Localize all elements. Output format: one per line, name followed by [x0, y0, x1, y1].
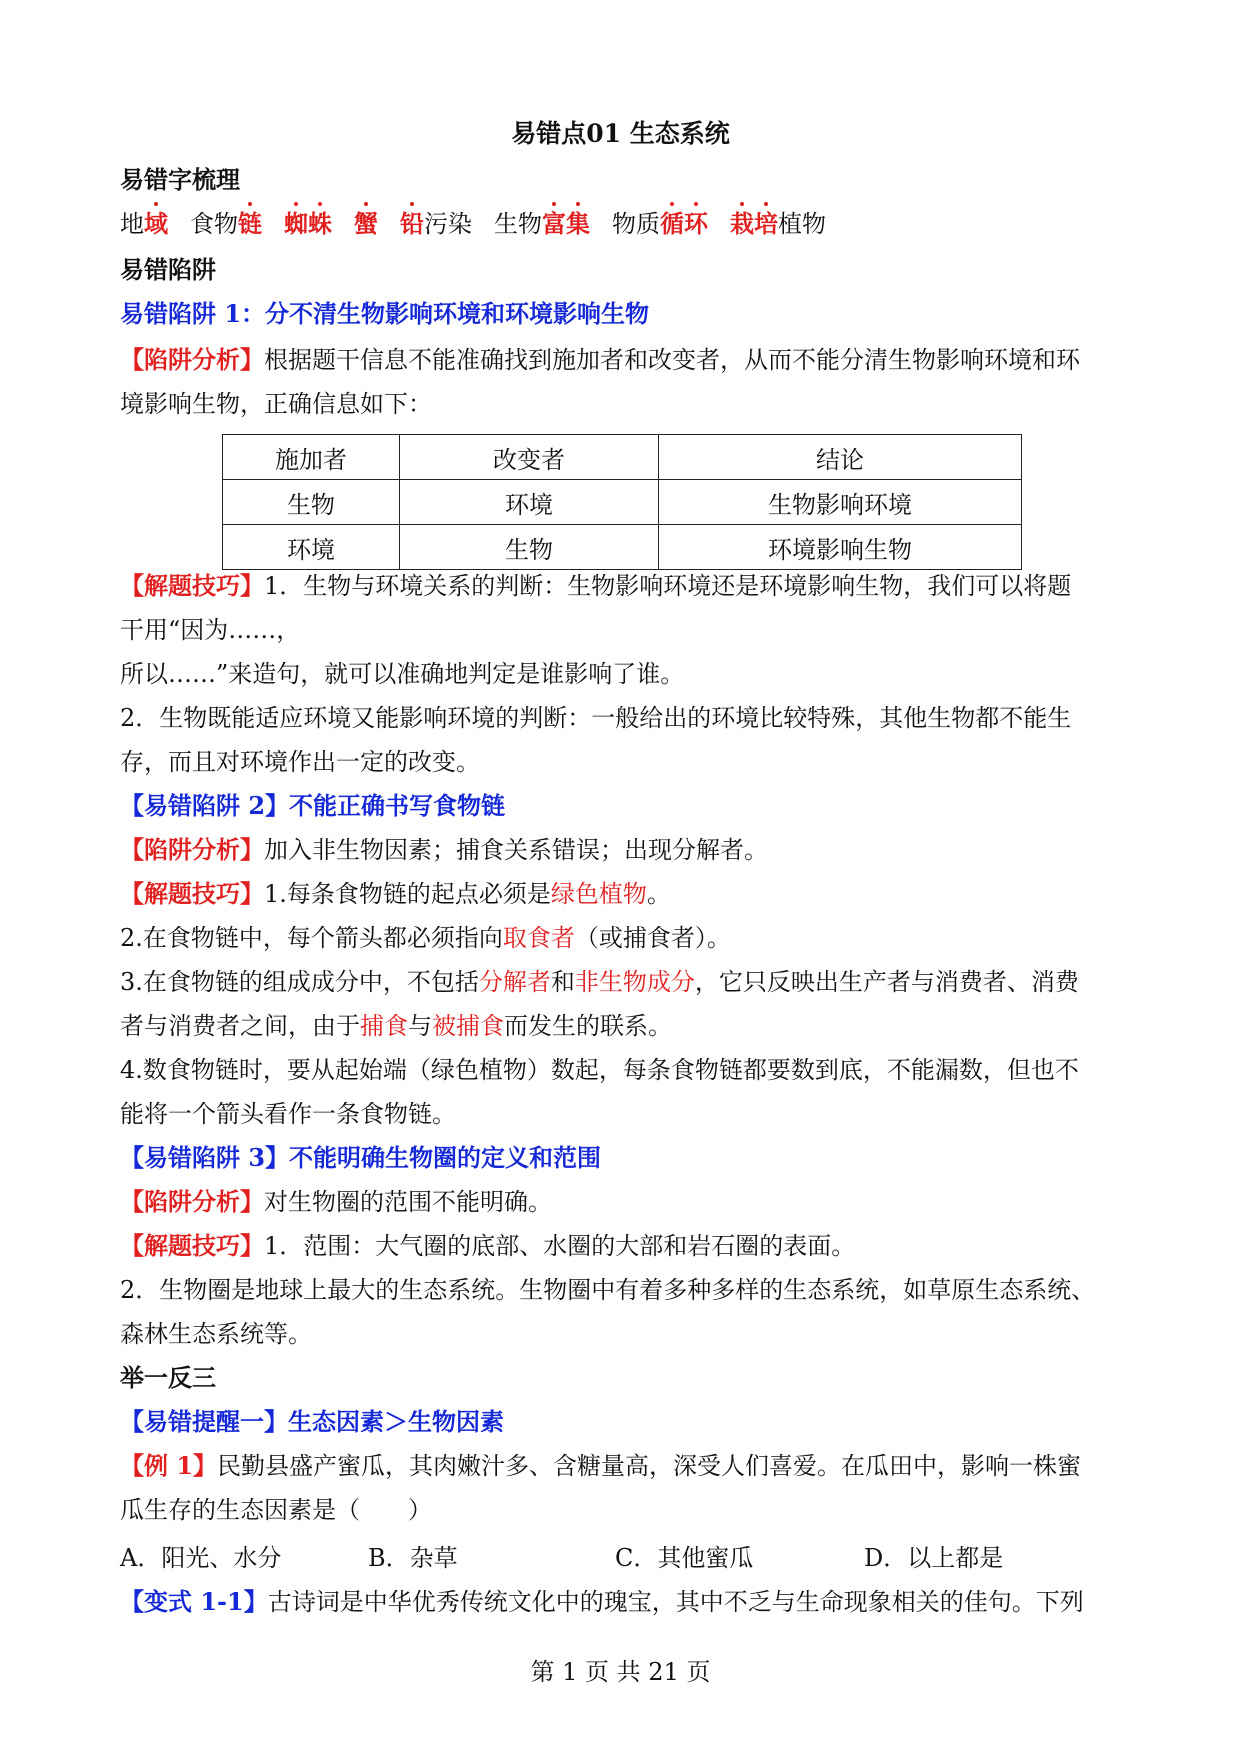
tip-tag: 【解题技巧】	[120, 879, 264, 908]
typo-word-emphasis	[144, 209, 168, 238]
highlight-text: 绿色植物	[550, 880, 647, 908]
tip-text: 3.在食物链的组成成分中，不包括	[120, 968, 479, 996]
section-heading-practice: 举一反三	[120, 1363, 216, 1392]
emphasis-char: 富	[542, 206, 566, 242]
option-c: C．其他蜜瓜	[615, 1544, 754, 1572]
highlight-text: 被捕食	[432, 1012, 504, 1040]
trap2-tip2-line	[120, 920, 1130, 956]
trap2-tip4-line: 4.数食物链时，要从起始端（绿色植物）数起，每条食物链都要数到底，不能漏数，但也不	[120, 1056, 1079, 1084]
emphasis-char: 蜘	[284, 206, 308, 242]
typo-word-plain: 污染	[424, 210, 472, 238]
example1-text: 民勤县盛产蜜瓜，其肉嫩汁多、含糖量高，深受人们喜爱。在瓜田中，影响一株蜜	[217, 1452, 1082, 1480]
tip-tag: 【解题技巧】	[120, 1231, 264, 1260]
typo-word	[400, 210, 472, 238]
option-b: B．杂草	[368, 1544, 458, 1572]
highlight-text: 取食者	[502, 924, 575, 952]
typo-word-plain: 食物	[190, 210, 238, 238]
trap-analysis-tag: 【陷阱分析】	[120, 1187, 264, 1216]
typo-word-plain: 植物	[778, 210, 826, 238]
trap1-analysis-line	[120, 342, 1130, 378]
table-cell: 环境	[223, 525, 400, 570]
typo-word-emphasis	[400, 209, 424, 238]
typo-word	[120, 210, 168, 238]
option-d: D．以上都是	[864, 1544, 1004, 1572]
emphasis-char: 蛛	[308, 206, 332, 242]
trap2-tip4-line2: 能将一个箭头看作一条食物链。	[120, 1100, 456, 1128]
emphasis-char: 环	[684, 206, 708, 242]
table-cell: 生物	[400, 525, 659, 570]
typo-word-emphasis	[660, 209, 708, 238]
table-header-cell: 改变者	[400, 435, 659, 480]
trap3-analysis-text: 对生物圈的范围不能明确。	[264, 1188, 552, 1216]
emphasis-char: 域	[144, 206, 168, 242]
trap2-analysis-text: 加入非生物因素；捕食关系错误；出现分解者。	[264, 836, 768, 864]
table-cell: 环境	[400, 480, 659, 525]
trap3-tip-line3: 森林生态系统等。	[120, 1320, 312, 1348]
trap1-tip-line	[120, 568, 1130, 604]
variant1-text: 古诗词是中华优秀传统文化中的瑰宝，其中不乏与生命现象相关的佳句。下列	[267, 1588, 1084, 1616]
table-cell: 环境影响生物	[659, 525, 1022, 570]
trap3-heading: 【易错陷阱 3】不能明确生物圈的定义和范围	[120, 1143, 602, 1172]
trap3-analysis-line	[120, 1184, 1130, 1220]
tip-text: 和	[550, 968, 575, 996]
trap2-tip3-line2	[120, 1008, 1130, 1044]
table-cell: 生物影响环境	[659, 480, 1022, 525]
typo-word	[612, 210, 708, 238]
typo-word-emphasis	[238, 209, 262, 238]
table-header-row	[223, 435, 1022, 480]
table-header-cell: 施加者	[223, 435, 400, 480]
trap3-tip-line2: 2．生物圈是地球上最大的生态系统。生物圈中有着多种多样的生态系统，如草原生态系统、	[120, 1276, 1096, 1304]
typo-word-emphasis	[730, 209, 778, 238]
table-row	[223, 480, 1022, 525]
trap1-tip-text: 1．生物与环境关系的判断：生物影响环境还是环境影响生物，我们可以将题	[264, 572, 1072, 600]
emphasis-char: 培	[754, 206, 778, 242]
trap1-tip-line2: 干用“因为……，	[120, 616, 301, 644]
emphasis-char: 栽	[730, 206, 754, 242]
highlight-text: 非生物成分	[574, 968, 695, 996]
trap1-tip-line3: 所以……”来造句，就可以准确地判定是谁影响了谁。	[120, 660, 685, 688]
tip-tag: 【解题技巧】	[120, 571, 264, 600]
typo-word-emphasis	[284, 209, 332, 238]
tip-text: 1.每条食物链的起点必须是	[264, 880, 551, 908]
trap2-heading: 【易错陷阱 2】不能正确书写食物链	[120, 791, 506, 820]
typo-word	[730, 210, 826, 238]
highlight-text: 分解者	[478, 968, 551, 996]
typo-word-emphasis	[542, 209, 590, 238]
trap2-tip1-line	[120, 876, 1130, 912]
typo-word-plain: 地	[120, 210, 144, 238]
table-header-cell: 结论	[659, 435, 1022, 480]
tip-text: 与	[408, 1012, 432, 1040]
trap1-analysis-text: 根据题干信息不能准确找到施加者和改变者，从而不能分清生物影响环境和环	[264, 346, 1080, 374]
trap1-heading: 易错陷阱 1：分不清生物影响环境和环境影响生物	[120, 299, 650, 328]
page-title: 易错点01 生态系统	[511, 119, 730, 148]
section-heading-typos: 易错字梳理	[120, 165, 240, 194]
typo-word	[494, 210, 590, 238]
emphasis-char: 铅	[400, 206, 424, 242]
section-heading-traps: 易错陷阱	[120, 255, 216, 284]
example1-line	[120, 1448, 1130, 1484]
trap2-tip3-line	[120, 964, 1130, 1000]
option-a: A．阳光、水分	[120, 1544, 282, 1572]
typo-word-plain: 生物	[494, 210, 542, 238]
tip-text: 而发生的联系。	[504, 1012, 672, 1040]
typo-word	[284, 210, 332, 238]
page-footer: 第 1 页 共 21 页	[530, 1658, 711, 1686]
emphasis-char: 循	[660, 206, 684, 242]
emphasis-char: 链	[238, 206, 262, 242]
table-row	[223, 525, 1022, 570]
tip-text: 2.在食物链中，每个箭头都必须指向	[120, 924, 503, 952]
trap-analysis-tag: 【陷阱分析】	[120, 345, 264, 374]
trap1-tip-line4: 2．生物既能适应环境又能影响环境的判断：一般给出的环境比较特殊，其他生物都不能生	[120, 704, 1072, 732]
typo-word-list	[120, 206, 1130, 242]
tip-text: （或捕食者）。	[574, 924, 731, 952]
typo-word	[354, 210, 378, 238]
trap1-analysis-line2: 境影响生物，正确信息如下：	[120, 390, 432, 418]
trap-analysis-tag: 【陷阱分析】	[120, 835, 264, 864]
typo-word	[190, 210, 262, 238]
reminder1-heading: 【易错提醒一】生态因素＞生物因素	[120, 1407, 504, 1436]
relationship-table	[222, 434, 1022, 570]
highlight-text: 捕食	[360, 1012, 408, 1040]
trap2-analysis-line	[120, 832, 1130, 868]
typo-word-plain: 物质	[612, 210, 660, 238]
example-tag: 【例 1】	[120, 1451, 218, 1480]
variant1-line	[120, 1584, 1130, 1620]
tip-text: 。	[646, 880, 671, 908]
tip-text: 者与消费者之间，由于	[120, 1012, 360, 1040]
table-cell: 生物	[223, 480, 400, 525]
emphasis-char: 集	[566, 206, 590, 242]
typo-word-emphasis	[354, 209, 378, 238]
example1-line2: 瓜生存的生态因素是（ ）	[120, 1496, 432, 1524]
trap3-tip-text: 1．范围：大气圈的底部、水圈的大部和岩石圈的表面。	[264, 1232, 856, 1260]
trap1-tip-line5: 存，而且对环境作出一定的改变。	[120, 748, 480, 776]
tip-text: ，它只反映出生产者与消费者、消费	[694, 968, 1079, 996]
variant-tag: 【变式 1-1】	[120, 1587, 268, 1616]
trap3-tip-line	[120, 1228, 1130, 1264]
emphasis-char: 蟹	[354, 206, 378, 242]
